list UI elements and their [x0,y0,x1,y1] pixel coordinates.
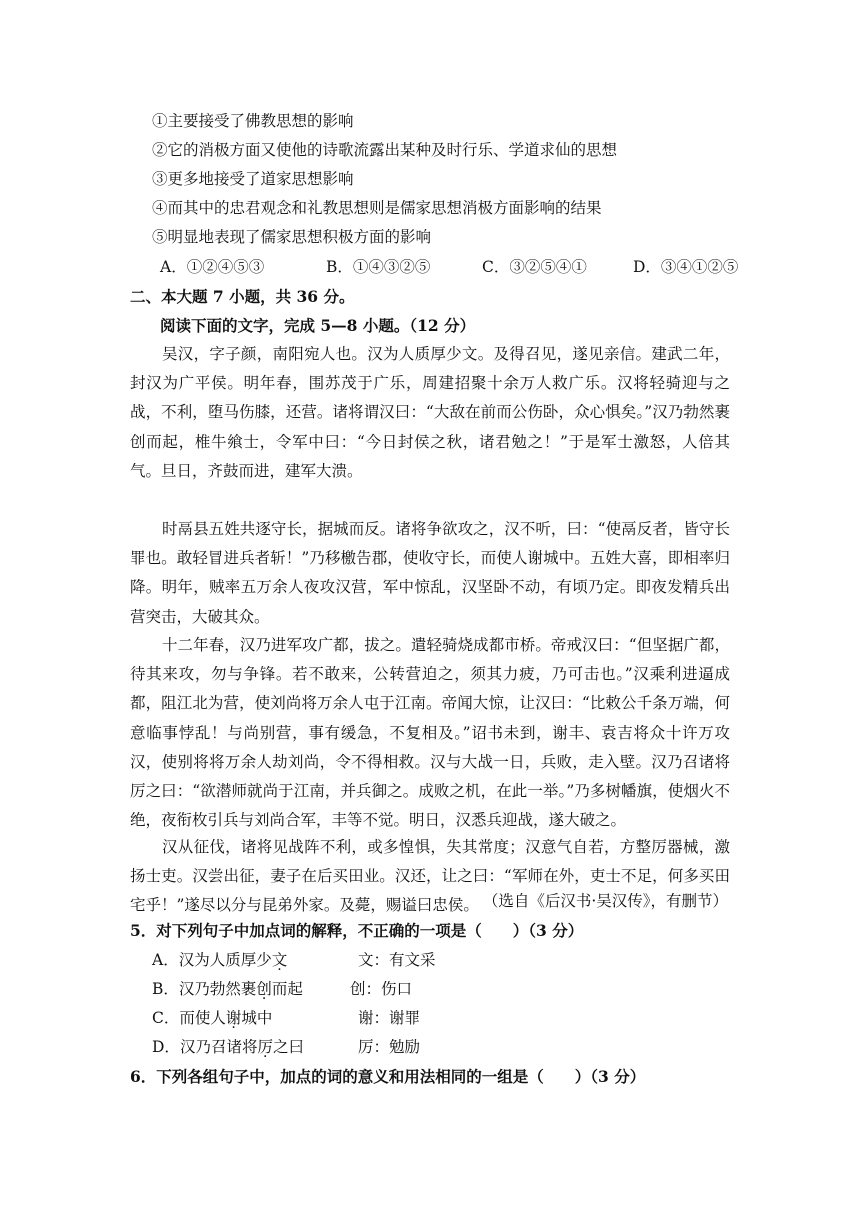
option-letter: D． [152,1038,180,1056]
q5-gloss-d: 厉：勉励 [358,1038,421,1056]
passage-paragraph-2: 时鬲县五姓共逐守长，据城而反。诸将争欲攻之，汉不听，曰：“使鬲反者，皆守长罪也。敢轻冒进兵者斩！”乃移檄告郡，使收守长，而使人谢城中。五姓大喜，即相率归降。明年，贼率五万余人夜攻汉营，军中惊乱，汉坚卧不动，有顷乃定。即夜发精兵出营突击，大破其众。 [130,520,730,626]
option-letter: B． [152,980,179,998]
option-letter: A． [152,951,179,969]
q4-option-c: C．③②⑤④① [482,258,587,276]
reading-instruction: 阅读下面的文字，完成 5—8 小题。（12 分） [160,316,476,335]
passage-source: （选自《后汉书·吴汉传》，有删节） [482,892,728,910]
q5-option-c [152,1008,272,1028]
q5-option-d [152,1037,304,1057]
q5-gloss-c: 谢：谢罪 [358,1009,421,1027]
q5-gloss-b: 创：伤口 [350,980,413,998]
q5-option-b [152,979,303,999]
dotted-word: 文 [271,951,288,969]
option-text-pre: 汉为人质厚少 [178,951,272,969]
dotted-word: 谢 [225,1009,242,1027]
q5-gloss-a: 文：有文采 [358,951,436,969]
option-text-pre: 汉乃召诸将 [179,1038,258,1056]
dotted-word: 厉 [257,1038,273,1056]
q5-stem: 5．对下列句子中加点词的解释，不正确的一项是（ ）（3 分） [130,921,584,940]
option-text-post: 城中 [241,1009,273,1027]
option-text-pre: 而使人 [179,1009,226,1027]
q5-option-a [152,950,287,970]
option-letter: C． [152,1009,180,1027]
q4-option-a: A．①②④⑤③ [160,258,265,276]
passage-paragraph-4: 汉从征伐，诸将见战阵不利，或多惶惧，失其常度；汉意气自若，方整厉器械，激扬士吏。汉尝出征，妻子在后买田业。汉还，让之曰：“军师在外，吏士不足，何多买田宅乎！”遂尽以分与昆弟外家。及薨，赐谥曰忠侯。 [130,838,730,915]
q6-stem: 6．下列各组句子中，加点的词的意义和用法相同的一组是（ ）（3 分） [130,1067,646,1086]
option-text-pre: 汉乃勃然裹 [178,980,257,998]
q4-item-1: ①主要接受了佛教思想的影响 [152,112,354,130]
dotted-word: 创 [256,980,272,998]
q4-item-5: ⑤明显地表现了儒家思想积极方面的影响 [152,228,432,246]
q4-option-b: B．①④③②⑤ [326,258,431,276]
option-text-post: 而起 [271,980,303,998]
passage-paragraph-1: 吴汉，字子颜，南阳宛人也。汉为人质厚少文。及得召见，遂见亲信。建武二年，封汉为广平侯。明年春，围苏茂于广乐，周建招聚十余万人救广乐。汉将轻骑迎与之战，不利，堕马伤膝，还营。诸将谓汉曰：“大敌在前而公伤卧，众心惧矣。”汉乃勃然裹创而起，椎牛飨士，令军中曰：“今日封侯之秋，诸君勉之！”于是军士激怒，人倍其气。旦日，齐鼓而进，建军大溃。 [130,345,730,480]
q4-item-3: ③更多地接受了道家思想影响 [152,170,354,188]
passage-paragraph-3: 十二年春，汉乃进军攻广都，拔之。遣轻骑烧成都市桥。帝戒汉曰：“但坚据广都，待其来攻，勿与争锋。若不敢来，公转营迫之，须其力疲，乃可击也。”汉乘利进逼成都，阻江北为营，使刘尚将万余人屯于江南。帝闻大惊，让汉曰：“比敕公千条万端，何意临事悖乱！与尚别营，事有缓急，不复相及。”诏书未到，谢丰、袁吉将众十许万攻汉，使别将将万余人劫刘尚，令不得相救。汉与大战一日，兵败，走入壁。汉乃召诸将厉之曰：“欲潜师就尚于江南，并兵御之。成败之机，在此一举。”乃多树幡旗，使烟火不绝，夜衔枚引兵与刘尚合军，丰等不觉。明日，汉悉兵迎战，遂大破之。 [130,636,730,830]
q4-item-2: ②它的消极方面又使他的诗歌流露出某种及时行乐、学道求仙的思想 [152,141,618,159]
q4-option-d: D．③④①②⑤ [633,258,739,276]
option-text-post: 之曰 [272,1038,304,1056]
section-title: 二、本大题 7 小题，共 36 分。 [130,287,355,306]
q4-item-4: ④而其中的忠君观念和礼教思想则是儒家思想消极方面影响的结果 [152,199,602,217]
